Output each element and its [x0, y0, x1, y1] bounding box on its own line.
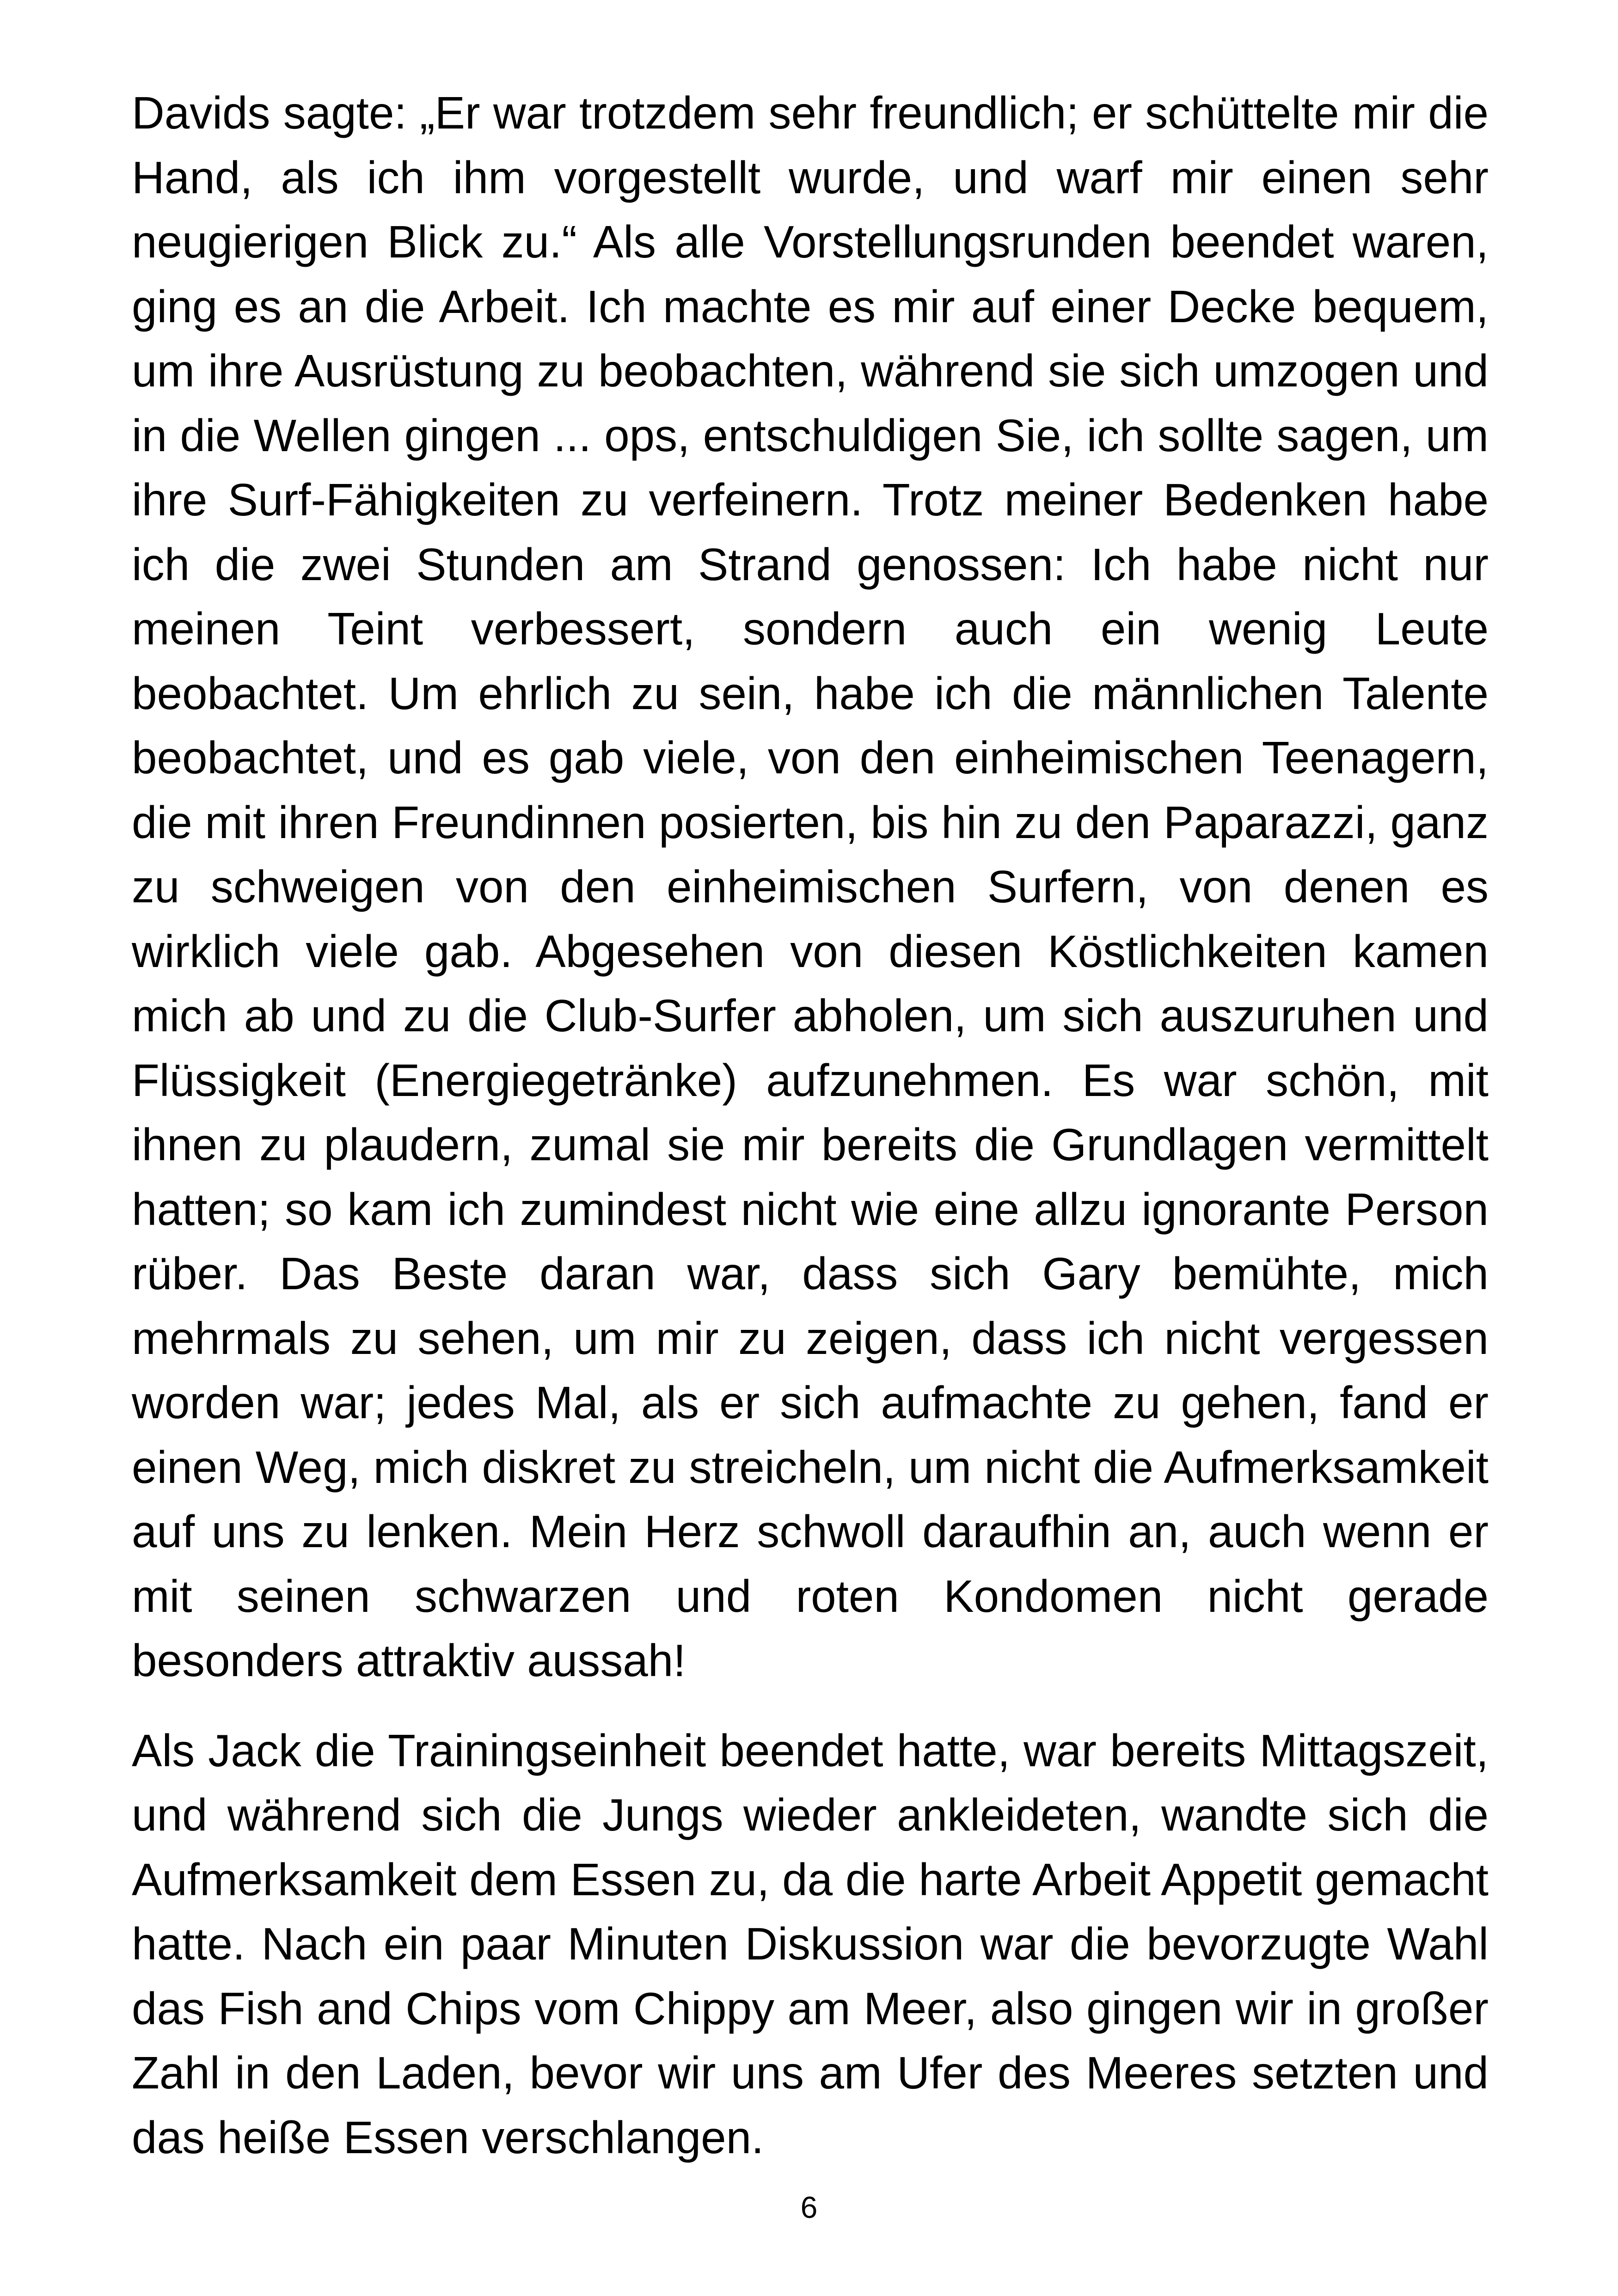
paragraph-2: Als Jack die Trainingseinheit beendet hatte, war bereits Mittagszeit, und während sich die Jungs wieder ankleideten, wandte sich die Aufmerksamkeit dem Essen zu, da die harte Arbeit Appetit gemacht hatte. Nach ein paar Minuten Diskussion war die bevorzugte Wahl das Fish and Chips vom Chippy am Meer, also gingen wir in großer Zahl in den Laden, bevor wir uns am Ufer des Meeres setzten und das heiße Essen verschlangen. — [132, 1725, 1489, 2163]
body-text — [132, 81, 1489, 2170]
paragraph-1: Davids sagte: „Er war trotzdem sehr freundlich; er schüttelte mir die Hand, als ich ihm vorgestellt wurde, und warf mir einen sehr neugierigen Blick zu.“ Als alle Vorstellungsrunden beendet waren, ging es an die Arbeit. Ich machte es mir auf einer Decke bequem, um ihre Ausrüstung zu beobachten, während sie sich umzogen und in die Wellen gingen ... ops, entschuldigen Sie, ich sollte sagen, um ihre Surf-Fähigkeiten zu verfeinern. Trotz meiner Bedenken habe ich die zwei Stunden am Strand genossen: Ich habe nicht nur meinen Teint verbessert, sondern auch ein wenig Leute beobachtet. Um ehrlich zu sein, habe ich die männlichen Talente beobachtet, und es gab viele, von den einheimischen Teenagern, die mit ihren Freundinnen posierten, bis hin zu den Paparazzi, ganz zu schweigen von den einheimischen Surfern, von denen es wirklich viele gab. Abgesehen von diesen Köstlichkeiten kamen mich ab und zu die Club-Surfer abholen, um sich auszuruhen und Flüssigkeit (Energiegetränke) aufzunehmen. Es war schön, mit ihnen zu plaudern, zumal sie mir bereits die Grundlagen vermittelt hatten; so kam ich zumindest nicht wie eine allzu ignorante Person rüber. Das Beste daran war, dass sich Gary bemühte, mich mehrmals zu sehen, um mir zu zeigen, dass ich nicht vergessen worden war; jedes Mal, als er sich aufmachte zu gehen, fand er einen Weg, mich diskret zu streicheln, um nicht die Aufmerksamkeit auf uns zu lenken. Mein Herz schwoll daraufhin an, auch wenn er mit seinen schwarzen und roten Kondomen nicht gerade besonders attraktiv aussah! — [132, 87, 1489, 1686]
page-number: 6 — [800, 2190, 818, 2224]
